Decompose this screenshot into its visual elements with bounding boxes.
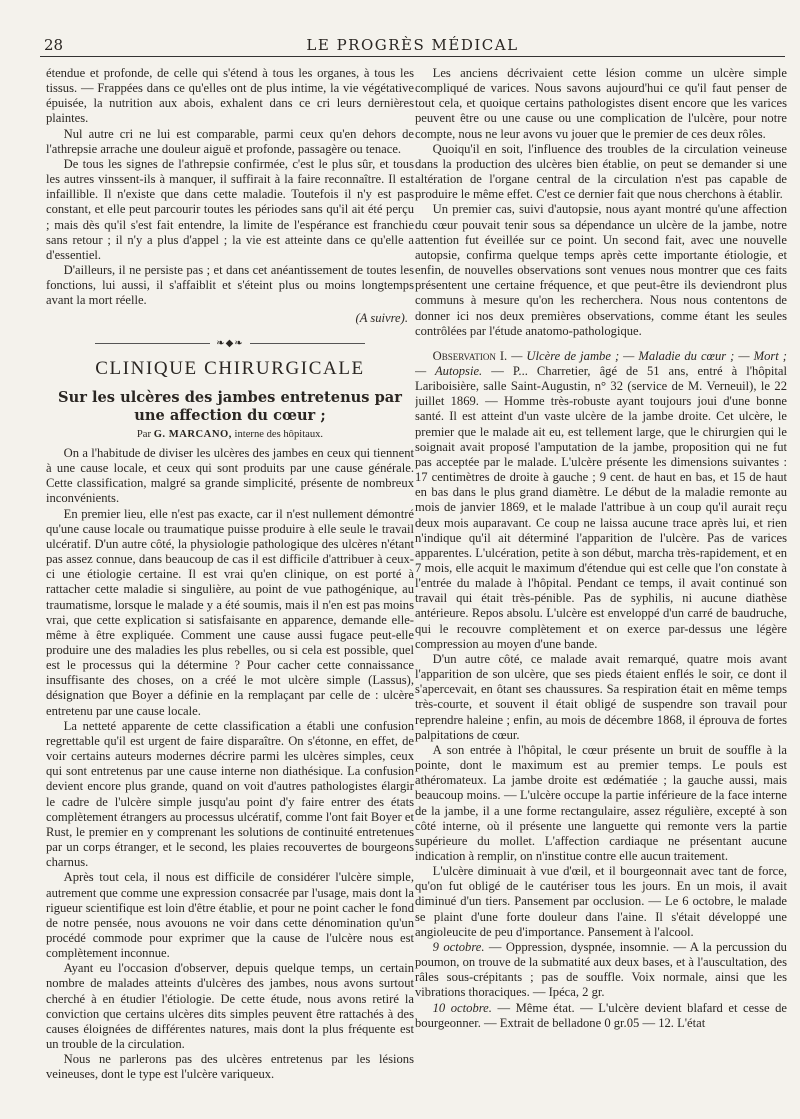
ornament-divider <box>46 336 414 351</box>
paragraph: L'ulcère diminuait à vue d'œil, et il bourgeonnait avec tant de force, qu'on fut obligé de le cautériser tous les jours. En un mois, il avait diminué d'un tiers. Pansement par occlusion. — Le 6 octobre, le malade se plaint d'une forte douleur dans l'aine. Il s'était développé une angioleucite de peu d'importance. Pansement à l'alcool. <box>415 864 787 939</box>
section-title: CLINIQUE CHIRURGICALE <box>95 357 365 379</box>
divider-line <box>95 343 210 344</box>
article-title: Sur les ulcères des jambes entretenus par une affection du cœur ; <box>58 388 402 424</box>
observation-text: — P... Charretier, âgé de 51 ans, entré à l'hôpital Lariboisière, salle Saint-Augustin, n° 32 (service de M. Verneuil), le 22 juillet 1869. — Homme très-robuste ayant toujours joui d'une bonne santé. Il est atteint d'un vaste ulcère de la jambe droite. Cet ulcère, le premier que le malade ait eu, est tellement large, que le chirurgien qui le soignait avait proposé l'amputation de la jambe, proposition qui ne fut pas acceptée par le malade. L'ulcère présente les dimensions suivantes : 17 centimètres de droite à gauche ; 9 cent. de haut en bas, et 15 de haut en bas dans le plus grand diamètre. Le début de la maladie remonte au mois de janvier 1869, et le malade l'attribue à un coup qu'il aurait reçu deux mois auparavant. Ce coup ne laissa aucune trace après lui, et rien n'indique qu'il ait déterminé l'apparition de l'ulcère. Pas de varices apparentes. L'ulcération, petite à son début, marcha très-rapidement, et en 7 mois, elle acquit le maximum d'étendue qui est celle que l'on constate à l'entrée du malade à l'hôpital. Pendant ce temps, il avait continué son travail qui était très-pénible. Pas de syphilis, ni aucune diathèse antérieure. Repos absolu. L'ulcère est enveloppé d'un carré de baudruche, qui le recouvre complètement et on exerce par-dessus une légère compression au moyen d'une bande. <box>415 363 787 651</box>
entry-date: 10 octobre. <box>432 1000 492 1015</box>
entry-text: — Même état. — L'ulcère devient blafard et cesse de bourgeonner. — Extrait de belladone 0 gr.05 — 12. L'état <box>415 1000 787 1030</box>
paragraph: Nous ne parlerons pas des ulcères entretenus par les lésions veineuses, dont le type est l'ulcère variqueux. <box>46 1052 414 1082</box>
paragraph: De tous les signes de l'athrepsie confirmée, c'est le plus sûr, et tous les autres vinssent-ils à manquer, il suffirait à la faire reconnaître. Il est infaillible. Il n'existe que dans cette maladie. Toutefois il n'y est pas constant, et elle peut parcourir toutes les périodes sans qu'il ait été perçu ; mais dès qu'il s'est fait entendre, la limite de l'espérance est franchie sans retour ; il n'y a plus d'appel ; la vie est atteinte dans ce qu'elle a d'essentiel. <box>46 156 414 262</box>
paragraph: Après tout cela, il nous est difficile de considérer l'ulcère simple, autrement que comme une expression consacrée par l'usage, mais dont la rigueur scientifique est loin d'être établie, et pour ne point cacher le fond de notre pensée, nous avouons ne voir dans cette dénomination qu'un procédé commode pour exprimer que la cause de l'ulcère nous est complètement inconnue. <box>46 870 414 961</box>
paragraph: étendue et profonde, de celle qui s'étend à tous les organes, à tous les tissus. — Frappées dans ce qu'elles ont de plus intime, la vie végétative épuisée, la nutrition aux abois, exhalent dans ce cri leurs dernières plaintes. <box>46 66 414 126</box>
running-title: LE PROGRÈS MÉDICAL <box>306 36 519 54</box>
ornament-icon: ❧◆❧ <box>216 337 244 349</box>
observation-label: Observation I. <box>432 348 508 363</box>
paragraph: On a l'habitude de diviser les ulcères des jambes en ceux qui tiennent à une cause locale, et ceux qui sont produits par une cause générale. Cette classification, malgré sa grande simplicité, présente de nombreux inconvénients. <box>46 445 414 506</box>
entry-date: 9 octobre. <box>432 939 485 954</box>
paragraph: Nul autre cri ne lui est comparable, parmi ceux qu'en dehors de l'athrepsie arrache une douleur aiguë et profonde, passagère ou tenace. <box>46 126 414 156</box>
paragraph: D'un autre côté, ce malade avait remarqué, quatre mois avant l'apparition de son ulcère, que ses pieds étaient enflés le soir, ce dont il s'apercevait, en ôtant ses chaussures. Sa respiration était en même temps très-courte, et souvent il était obligé de suspendre son travail pour reprendre haleine ; enfin, au mois de décembre 1868, il éprouva de fortes palpitations de cœur. <box>415 651 787 742</box>
page-header <box>40 30 785 57</box>
paragraph: En premier lieu, elle n'est pas exacte, car il n'est nullement démontré qu'une cause locale ou traumatique puisse produire à elle seule le travail ulcératif. D'un autre côté, la physiologie pathologique des ulcères n'étant pas assez connue, dans beaucoup de cas il est difficile d'attribuer à ceux-ci une étiologie certaine. Il est vrai qu'en clinique, on est porté à rattacher cette maladie si singulière, au point de vue pathogénique, au traumatisme, lorsque le malade y a été soumis, mais il n'en est pas moins vrai, que cette explication si satisfaisante en apparence, demande elle-même à être expliquée. Comment une cause aussi fugace peut-elle produire une des maladies les plus rebelles, ou si cela est possible, quel est le processus qui la détermine ? Pour cacher cette connaissance insuffisante des choses, on a créé le mot ulcère simple (Lassus), désignation que Boyer a définie en la remplaçant par celle de : ulcère entretenu par une cause locale. <box>46 506 414 718</box>
paragraph: D'ailleurs, il ne persiste pas ; et dans cet anéantissement de toutes les fonctions, lui aussi, il s'affaiblit et s'éteint plus ou moins longtemps avant la mort réelle. <box>46 263 414 308</box>
left-column <box>46 66 414 1111</box>
dated-entry <box>415 1001 787 1031</box>
byline-suffix: interne des hôpitaux. <box>234 428 324 440</box>
byline-prefix: Par <box>136 428 152 440</box>
paragraph: Ayant eu l'occasion d'observer, depuis quelque temps, un certain nombre de malades atteints d'ulcères des jambes, nous avons surtout cherché à en étudier l'étiologie. De cette étude, nous avons retiré la conviction que certains ulcères dits simples peuvent être rattachés à des causes éloignées de différentes natures, mais dont la plus fréquente est un trouble de la circulation. <box>46 961 414 1052</box>
dated-entry <box>415 940 787 1001</box>
observation-heading: — Ulcère de jambe ; — Maladie du cœur ; — Mort ; — Autopsie. <box>415 348 787 378</box>
paragraph: A son entrée à l'hôpital, le cœur présente un bruit de souffle à la pointe, dont le maximum est au premier temps. Le pouls est athéromateux. La jambe droite est œdématiée ; la gauche aussi, mais beaucoup moins. — L'ulcère occupe la partie inférieure de la face interne de la jambe, il a une forme rectangulaire, assez régulière, excepté à son côté interne, où il présente une languette qui remonte vers la partie supérieure du mollet. L'affection cardiaque ne présentant aucune indication à remplir, on n'institue contre elle aucun traitement. <box>415 742 787 863</box>
paragraph: Un premier cas, suivi d'autopsie, nous ayant montré qu'une affection du cœur pouvait tenir sous sa dépendance un ulcère de la jambe, notre attention fut éveillée sur ce point. Un second fait, avec une nouvelle autopsie, confirma quelque temps après cette importante étiologie, et enfin, de nouvelles observations sont venues nous montrer que ces faits présentent une certaine fréquence, et que peut-être ils deviendront plus communs à mesure qu'on les recherchera. Nous nous contentons de donner ici nos deux premières observations, comme étant les seules contrôlées par l'étude anatomo-pathologique. <box>415 202 787 338</box>
byline-author: G. MARCANO, <box>153 428 232 440</box>
entry-text: — Oppression, dyspnée, insomnie. — A la percussion du poumon, on trouve de la submatité aux deux bases, et à l'auscultation, des râles sous-crépitants ; pas de souffle. Voix normale, ainsi que les vibrations thoraciques. — Ipéca, 2 gr. <box>415 939 787 1000</box>
observation-paragraph <box>415 349 787 652</box>
right-column <box>415 66 787 1111</box>
divider-line <box>250 343 365 344</box>
paragraph: Quoiqu'il en soit, l'influence des troubles de la circulation veineuse dans la production des ulcères bien établie, on peut se demander si une altération de l'organe central de la circulation n'est pas capable de produire le même effet. C'est ce dernier fait que nous cherchons à établir. <box>415 141 787 202</box>
paragraph: La netteté apparente de cette classification a établi une confusion regrettable qu'il est urgent de faire disparaître. On s'étonne, en effet, de voir certains auteurs modernes décrire parmi les ulcères simples, ceux qui sont entretenus par une cause interne non diathésique. La confusion devient encore plus grande, quand on voit d'autres pathologistes élargir le cadre de l'ulcère simple jusqu'au point d'y faire entrer des états complètement étrangers au processus ulcératif, comme l'ont fait Boyer et Rust, le premier en y comprenant les solutions de continuité entretenues par un corps étranger, et le second, les plaies recouvertes de bourgeons charnus. <box>46 718 414 870</box>
paragraph: Les anciens décrivaient cette lésion comme un ulcère simple compliqué de varices. Nous savons aujourd'hui ce qu'il faut penser de tout cela, et quoique certains pathologistes disent encore que les varices peuvent être ou une cause ou une complication de l'ulcère, pour notre compte, nous ne leur avons vu jouer que le premier de ces deux rôles. <box>415 66 787 141</box>
to-be-continued: (A suivre). <box>355 310 408 325</box>
page-number: 28 <box>44 36 64 54</box>
byline <box>46 427 414 442</box>
